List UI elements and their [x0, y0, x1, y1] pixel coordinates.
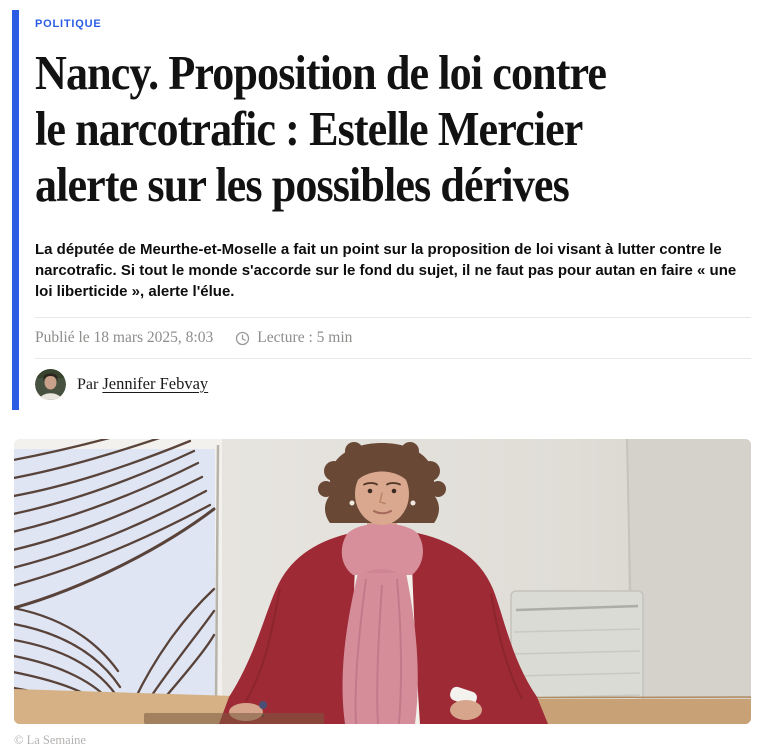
- article-title-line: alerte sur les possibles dérives: [35, 157, 569, 212]
- category-accent-bar: [12, 10, 19, 410]
- clock-icon: [235, 331, 250, 346]
- reading-time: Lecture : 5 min: [257, 329, 353, 346]
- author-prefix: Par: [77, 376, 99, 393]
- article-title-line: le narcotrafic : Estelle Mercier: [35, 101, 583, 156]
- article-summary: La députée de Meurthe-et-Moselle a fait un point sur la proposition de loi visant à lutter contre le narcotrafic. Si tout le monde s'accorde sur le fond du sujet, il ne faut pas pour autan en faire « une loi liberticide », alerte l'élue.: [35, 241, 737, 300]
- photo-credit: © La Semaine: [14, 733, 86, 747]
- divider: [35, 358, 751, 359]
- hero-photo: [14, 439, 751, 724]
- article-title-line: Nancy. Proposition de loi contre: [35, 45, 607, 100]
- published-date: Publié le 18 mars 2025, 8:03: [35, 329, 214, 346]
- hero-photo-illustration: [14, 439, 751, 724]
- article-title: [35, 45, 755, 213]
- article-meta-row: [35, 318, 751, 358]
- category-label[interactable]: POLITIQUE: [35, 18, 102, 30]
- author-link[interactable]: Jennifer Febvay: [102, 374, 209, 393]
- author-text: [77, 374, 208, 394]
- author-byline: [35, 368, 751, 400]
- hero-figure: [14, 439, 751, 748]
- author-avatar[interactable]: [35, 369, 66, 400]
